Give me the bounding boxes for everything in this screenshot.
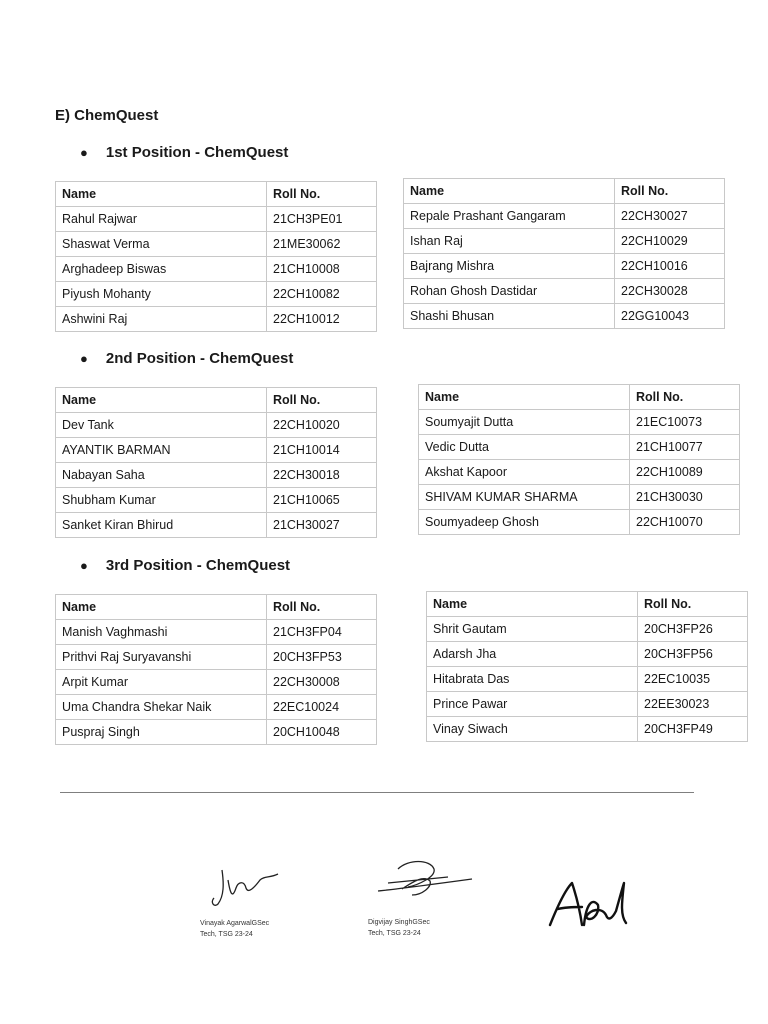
table-row [419,410,740,435]
participant-name: Arpit Kumar [56,670,267,695]
table-row [56,670,377,695]
table-1st-left [55,181,377,332]
participant-name: Bajrang Mishra [404,254,615,279]
heading-text: 1st Position - ChemQuest [105,144,289,161]
table-row [427,642,748,667]
participant-name: Sanket Kiran Bhirud [56,513,267,538]
table-row [404,229,725,254]
heading-3rd-position [80,557,290,574]
column-header-roll: Roll No. [267,388,377,413]
participant-name: Soumyadeep Ghosh [419,510,630,535]
table-row [427,692,748,717]
heading-1st-position [80,144,288,161]
roll-number: 22EC10035 [638,667,748,692]
signature-image-3 [546,875,636,935]
table-3rd-right [426,591,748,742]
signatory-name: Digvijay SinghGSec [368,919,430,926]
participant-name: Akshat Kapoor [419,460,630,485]
table-header-row [419,385,740,410]
divider-line [60,792,694,793]
participant-name: Ishan Raj [404,229,615,254]
table-row [56,232,377,257]
table-row [56,207,377,232]
column-header-roll: Roll No. [638,592,748,617]
table-row [56,257,377,282]
table-row [56,720,377,745]
section-title: E) ChemQuest [55,107,159,124]
table-row [56,463,377,488]
participant-name: Puspraj Singh [56,720,267,745]
signatory-role: Tech, TSG 23-24 [200,931,253,938]
table-3rd-left [55,594,377,745]
roll-number: 20CH3FP56 [638,642,748,667]
roll-number: 20CH3FP53 [267,645,377,670]
table-row [427,717,748,742]
participant-name: Shaswat Verma [56,232,267,257]
table-row [404,279,725,304]
table-row [56,513,377,538]
roll-number: 22CH10029 [615,229,725,254]
roll-number: 22EC10024 [267,695,377,720]
table-row [419,485,740,510]
roll-number: 22CH10012 [267,307,377,332]
roll-number: 22CH10089 [630,460,740,485]
roll-number: 22CH30028 [615,279,725,304]
roll-number: 22GG10043 [615,304,725,329]
table-header-row [56,595,377,620]
signature-image [368,855,478,917]
participant-name: Hitabrata Das [427,667,638,692]
roll-number: 22EE30023 [638,692,748,717]
bullet-icon: ● [80,351,88,366]
column-header-roll: Roll No. [267,182,377,207]
table-row [56,413,377,438]
table-2nd-right [418,384,740,535]
participant-name: Dev Tank [56,413,267,438]
participant-name: Shrit Gautam [427,617,638,642]
participant-name: Nabayan Saha [56,463,267,488]
table-row [419,435,740,460]
column-header-roll: Roll No. [630,385,740,410]
column-header-name: Name [427,592,638,617]
table-row [404,204,725,229]
table-1st-right [403,178,725,329]
table-row [419,460,740,485]
participant-name: Soumyajit Dutta [419,410,630,435]
participant-name: Shashi Bhusan [404,304,615,329]
bullet-icon: ● [80,558,88,573]
roll-number: 22CH10020 [267,413,377,438]
participant-name: Adarsh Jha [427,642,638,667]
participant-name: Manish Vaghmashi [56,620,267,645]
roll-number: 21CH10077 [630,435,740,460]
participant-name: Shubham Kumar [56,488,267,513]
roll-number: 21CH30027 [267,513,377,538]
column-header-name: Name [56,388,267,413]
participant-name: Piyush Mohanty [56,282,267,307]
participant-name: Vinay Siwach [427,717,638,742]
column-header-name: Name [404,179,615,204]
table-row [404,254,725,279]
roll-number: 20CH3FP49 [638,717,748,742]
table-row [56,695,377,720]
column-header-roll: Roll No. [267,595,377,620]
table-header-row [56,388,377,413]
table-header-row [427,592,748,617]
roll-number: 22CH30027 [615,204,725,229]
roll-number: 22CH10016 [615,254,725,279]
signatory-role: Tech, TSG 23-24 [368,930,421,937]
signature-block-2 [368,855,478,939]
signatory-name: Vinayak AgarwalGSec [200,920,270,927]
roll-number: 21CH30030 [630,485,740,510]
table-row [404,304,725,329]
roll-number: 21CH10014 [267,438,377,463]
participant-name: Arghadeep Biswas [56,257,267,282]
participant-name: AYANTIK BARMAN [56,438,267,463]
heading-2nd-position [80,350,293,367]
table-row [56,282,377,307]
signature-block-1 [200,858,290,940]
roll-number: 21CH10008 [267,257,377,282]
participant-name: Uma Chandra Shekar Naik [56,695,267,720]
participant-name: SHIVAM KUMAR SHARMA [419,485,630,510]
participant-name: Repale Prashant Gangaram [404,204,615,229]
heading-text: 2nd Position - ChemQuest [105,350,294,367]
column-header-name: Name [56,182,267,207]
roll-number: 20CH10048 [267,720,377,745]
roll-number: 21CH3PE01 [267,207,377,232]
column-header-name: Name [419,385,630,410]
roll-number: 21CH10065 [267,488,377,513]
roll-number: 22CH30018 [267,463,377,488]
roll-number: 21EC10073 [630,410,740,435]
table-row [56,645,377,670]
table-row [427,617,748,642]
participant-name: Rohan Ghosh Dastidar [404,279,615,304]
signature-image [200,858,290,918]
table-row [56,620,377,645]
participant-name: Prince Pawar [427,692,638,717]
participant-name: Ashwini Raj [56,307,267,332]
participant-name: Rahul Rajwar [56,207,267,232]
table-row [56,488,377,513]
roll-number: 21CH3FP04 [267,620,377,645]
roll-number: 22CH30008 [267,670,377,695]
table-row [427,667,748,692]
table-row [56,438,377,463]
column-header-roll: Roll No. [615,179,725,204]
column-header-name: Name [56,595,267,620]
heading-text: 3rd Position - ChemQuest [105,557,291,574]
bullet-icon: ● [80,145,88,160]
roll-number: 22CH10082 [267,282,377,307]
participant-name: Prithvi Raj Suryavanshi [56,645,267,670]
participant-name: Vedic Dutta [419,435,630,460]
table-header-row [56,182,377,207]
roll-number: 22CH10070 [630,510,740,535]
table-row [419,510,740,535]
roll-number: 20CH3FP26 [638,617,748,642]
table-row [56,307,377,332]
roll-number: 21ME30062 [267,232,377,257]
table-2nd-left [55,387,377,538]
table-header-row [404,179,725,204]
